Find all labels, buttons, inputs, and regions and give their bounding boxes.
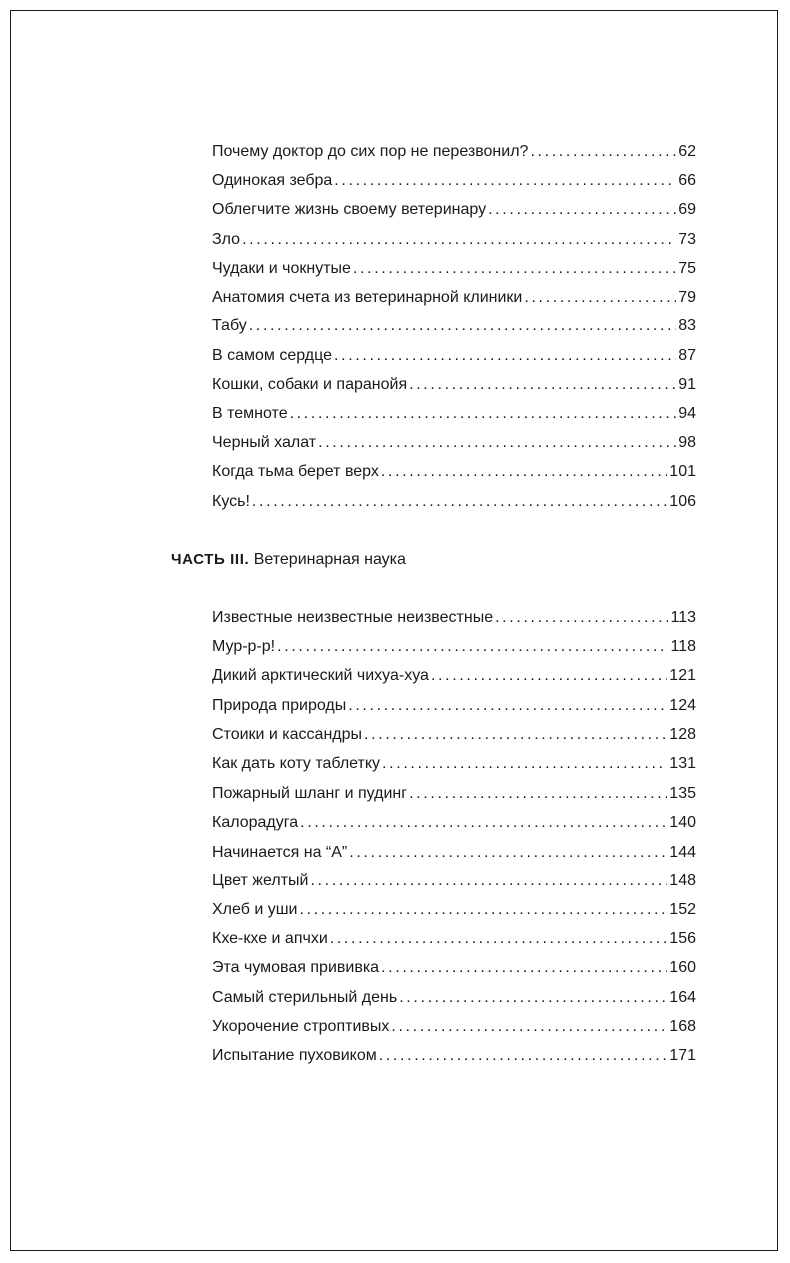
toc-entry[interactable]: [212, 170, 696, 192]
dot-leader: [277, 636, 668, 658]
entry-title: Дикий арктический чихуа-хуа: [212, 667, 429, 684]
toc-entry[interactable]: [212, 636, 696, 658]
entry-title: Табу: [212, 317, 247, 334]
dot-leader: [431, 665, 667, 687]
dot-leader: [382, 753, 667, 775]
entry-page: 66: [678, 172, 696, 189]
dot-leader: [349, 842, 667, 864]
entry-title: Самый стерильный день: [212, 989, 398, 1006]
entry-page: 148: [669, 872, 696, 889]
entry-title: Кусь!: [212, 493, 250, 510]
entry-title: Стоики и кассандры: [212, 726, 363, 743]
toc-entry[interactable]: [212, 345, 696, 367]
dot-leader: [318, 432, 676, 454]
entry-page: 87: [678, 347, 696, 364]
entry-page: 140: [669, 814, 696, 831]
entry-page: 124: [669, 697, 696, 714]
toc-entry[interactable]: [212, 957, 696, 979]
part-heading: [171, 548, 406, 572]
entry-title: Анатомия счета из ветеринарной клиники: [212, 289, 523, 306]
toc-entry[interactable]: [212, 665, 696, 687]
entry-page: 106: [669, 493, 696, 510]
toc-entry[interactable]: [212, 374, 696, 396]
entry-page: 62: [678, 143, 696, 160]
toc-entry[interactable]: [212, 258, 696, 280]
entry-title: Природа природы: [212, 697, 347, 714]
dot-leader: [495, 607, 668, 629]
dot-leader: [391, 1016, 667, 1038]
entry-page: 156: [669, 930, 696, 947]
entry-page: 94: [678, 405, 696, 422]
dot-leader: [530, 141, 676, 163]
entry-page: 98: [678, 434, 696, 451]
dot-leader: [290, 403, 677, 425]
entry-page: 160: [669, 959, 696, 976]
entry-title: Испытание пуховиком: [212, 1047, 377, 1064]
entry-page: 118: [670, 638, 696, 655]
toc-entry[interactable]: [212, 870, 696, 892]
entry-title: Цвет желтый: [212, 872, 309, 889]
entry-page: 69: [678, 201, 696, 218]
toc-entry[interactable]: [212, 753, 696, 775]
toc-entry[interactable]: [212, 607, 696, 629]
entry-title: Начинается на “А”: [212, 844, 348, 861]
entry-page: 83: [678, 317, 696, 334]
entry-title: В самом сердце: [212, 347, 333, 364]
entry-title: Мур-р-р!: [212, 638, 276, 655]
dot-leader: [330, 928, 668, 950]
toc-entry[interactable]: [212, 199, 696, 221]
dot-leader: [300, 899, 668, 921]
entry-page: 171: [669, 1047, 696, 1064]
dot-leader: [334, 170, 676, 192]
entry-title: Пожарный шланг и пудинг: [212, 785, 408, 802]
entry-title: Когда тьма берет верх: [212, 463, 379, 480]
entry-title: Укорочение строптивых: [212, 1018, 390, 1035]
entry-page: 144: [669, 844, 696, 861]
dot-leader: [300, 812, 667, 834]
entry-page: 135: [669, 785, 696, 802]
entry-title: Хлеб и уши: [212, 901, 298, 918]
toc-entry[interactable]: [212, 491, 696, 513]
entry-page: 73: [678, 231, 696, 248]
dot-leader: [381, 461, 667, 483]
dot-leader: [348, 695, 667, 717]
toc-entry[interactable]: [212, 812, 696, 834]
entry-page: 101: [669, 463, 696, 480]
dot-leader: [379, 1045, 668, 1067]
part-label: ЧАСТЬ III.: [171, 551, 250, 568]
entry-page: 91: [678, 376, 696, 393]
entry-page: 128: [669, 726, 696, 743]
dot-leader: [399, 987, 667, 1009]
entry-title: Одинокая зебра: [212, 172, 333, 189]
entry-title: Облегчите жизнь своему ветеринару: [212, 201, 487, 218]
entry-title: Эта чумовая прививка: [212, 959, 380, 976]
dot-leader: [249, 315, 676, 337]
entry-page: 113: [670, 609, 696, 626]
dot-leader: [524, 287, 676, 309]
entry-title: Калорадуга: [212, 814, 299, 831]
entry-title: Чудаки и чокнутые: [212, 260, 351, 277]
toc-entry[interactable]: [212, 724, 696, 746]
toc-entry[interactable]: [212, 403, 696, 425]
entry-page: 164: [669, 989, 696, 1006]
entry-page: 75: [678, 260, 696, 277]
dot-leader: [364, 724, 667, 746]
toc-entry[interactable]: [212, 783, 696, 805]
entry-title: Почему доктор до сих пор не перезвонил?: [212, 143, 529, 160]
part-title: Ветеринарная наука: [253, 551, 406, 568]
entry-title: Известные неизвестные неизвестные: [212, 609, 494, 626]
toc-entry[interactable]: [212, 461, 696, 483]
dot-leader: [252, 491, 667, 513]
toc-entry[interactable]: [212, 1045, 696, 1067]
toc-entry[interactable]: [212, 842, 696, 864]
entry-title: Как дать коту таблетку: [212, 755, 381, 772]
dot-leader: [353, 258, 676, 280]
dot-leader: [381, 957, 667, 979]
entry-page: 79: [678, 289, 696, 306]
entry-page: 152: [669, 901, 696, 918]
entry-title: Кхе-кхе и апчхи: [212, 930, 328, 947]
dot-leader: [409, 374, 676, 396]
toc-entry[interactable]: [212, 899, 696, 921]
toc-entry[interactable]: [212, 287, 696, 309]
dot-leader: [310, 870, 667, 892]
entry-page: 168: [669, 1018, 696, 1035]
toc-entry[interactable]: [212, 1016, 696, 1038]
dot-leader: [242, 229, 676, 251]
toc-entry[interactable]: [212, 987, 696, 1009]
toc-entry[interactable]: [212, 229, 696, 251]
toc-entry[interactable]: [212, 315, 696, 337]
entry-page: 131: [669, 755, 696, 772]
toc-entry[interactable]: [212, 928, 696, 950]
dot-leader: [409, 783, 667, 805]
dot-leader: [334, 345, 676, 367]
entry-title: Черный халат: [212, 434, 317, 451]
toc-entry[interactable]: [212, 432, 696, 454]
toc-entry[interactable]: [212, 141, 696, 163]
entry-title: Кошки, собаки и паранойя: [212, 376, 408, 393]
toc-entry[interactable]: [212, 695, 696, 717]
entry-page: 121: [669, 667, 696, 684]
entry-title: В темноте: [212, 405, 288, 422]
dot-leader: [488, 199, 676, 221]
entry-title: Зло: [212, 231, 241, 248]
